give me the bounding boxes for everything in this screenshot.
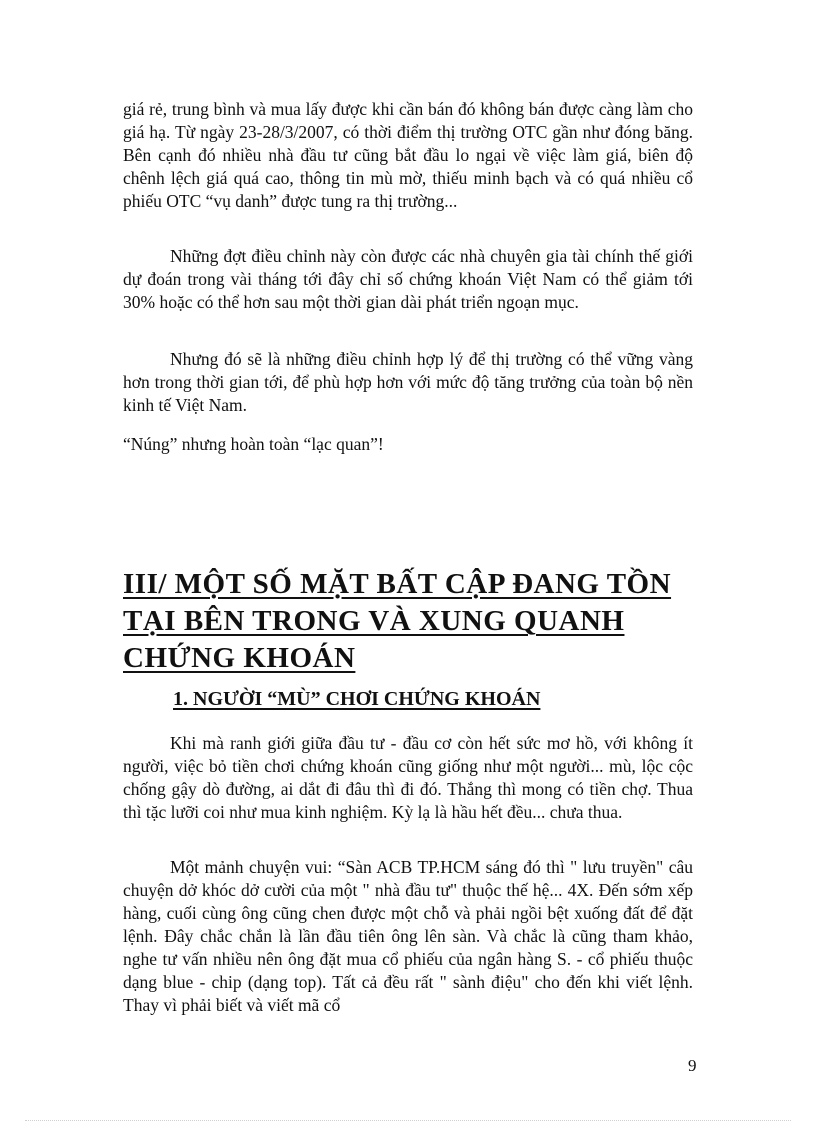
section-heading-line-2: TẠI BÊN TRONG VÀ XUNG QUANH [123,605,625,637]
page-number: 9 [688,1056,697,1075]
paragraph-blind-investors: Khi mà ranh giới giữa đầu tư - đầu cơ còn hết sức mơ hồ, với không ít người, việc bỏ tiền chơi chứng khoán cũng giống như một người... mù, lộc cộc chống gậy dò đường, ai dắt đi đâu thì đi đó. Thắng thì mong có tiền chợ. Thua thì tặc lưỡi coi như mua kinh nghiệm. Kỳ lạ là hầu hết đều... chưa thua. [123,733,693,822]
section-heading [123,566,701,677]
paragraph-reasonable-adjustment: Nhưng đó sẽ là những điều chỉnh hợp lý để thị trường có thể vững vàng hơn trong thời gian tới, để phù hợp hơn với mức độ tăng trưởng của toàn bộ nền kinh tế Việt Nam. [123,349,693,415]
subsection-heading: 1. NGƯỜI “MÙ” CHƠI CHỨNG KHOÁN [173,688,541,710]
paragraph-optimism-line: “Núng” nhưng hoàn toàn “lạc quan”! [123,434,384,454]
section-heading-line-3: CHỨNG KHOÁN [123,642,356,674]
page-bottom-divider [25,1120,791,1121]
paragraph-otc-market: giá rẻ, trung bình và mua lấy được khi cần bán đó không bán được càng làm cho giá hạ. Từ ngày 23-28/3/2007, có thời điểm thị trường OTC gần như đóng băng. Bên cạnh đó nhiều nhà đầu tư cũng bắt đầu lo ngại về việc làm giá, biên độ chênh lệch giá quá cao, thông tin mù mờ, thiếu minh bạch và có quá nhiều cổ phiếu OTC “vụ danh” được tung ra thị trường... [123,99,693,211]
paragraph-expert-forecast: Những đợt điều chỉnh này còn được các nhà chuyên gia tài chính thế giới dự đoán trong vài tháng tới đây chỉ số chứng khoán Việt Nam có thể giảm tới 30% hoặc có thể hơn sau một thời gian dài phát triển ngoạn mục. [123,246,693,312]
paragraph-funny-story: Một mảnh chuyện vui: “Sàn ACB TP.HCM sáng đó thì " lưu truyền" câu chuyện dở khóc dở cười của một " nhà đầu tư" thuộc thế hệ... 4X. Đến sớm xếp hàng, cuối cùng ông cũng chen được một chỗ và phải ngồi bệt xuống đất để đặt lệnh. Đây chắc chắn là lần đầu tiên ông lên sàn. Và chắc là cũng tham khảo, nghe tư vấn nhiều nên ông đặt mua cổ phiếu của ngân hàng S. - cổ phiếu thuộc dạng blue - chip (dạng top). Tất cả đều rất " sành điệu" cho đến khi viết lệnh. Thay vì phải biết và viết mã cổ [123,857,693,1015]
section-heading-line-1: III/ MỘT SỐ MẶT BẤT CẬP ĐANG TỒN [123,568,672,600]
